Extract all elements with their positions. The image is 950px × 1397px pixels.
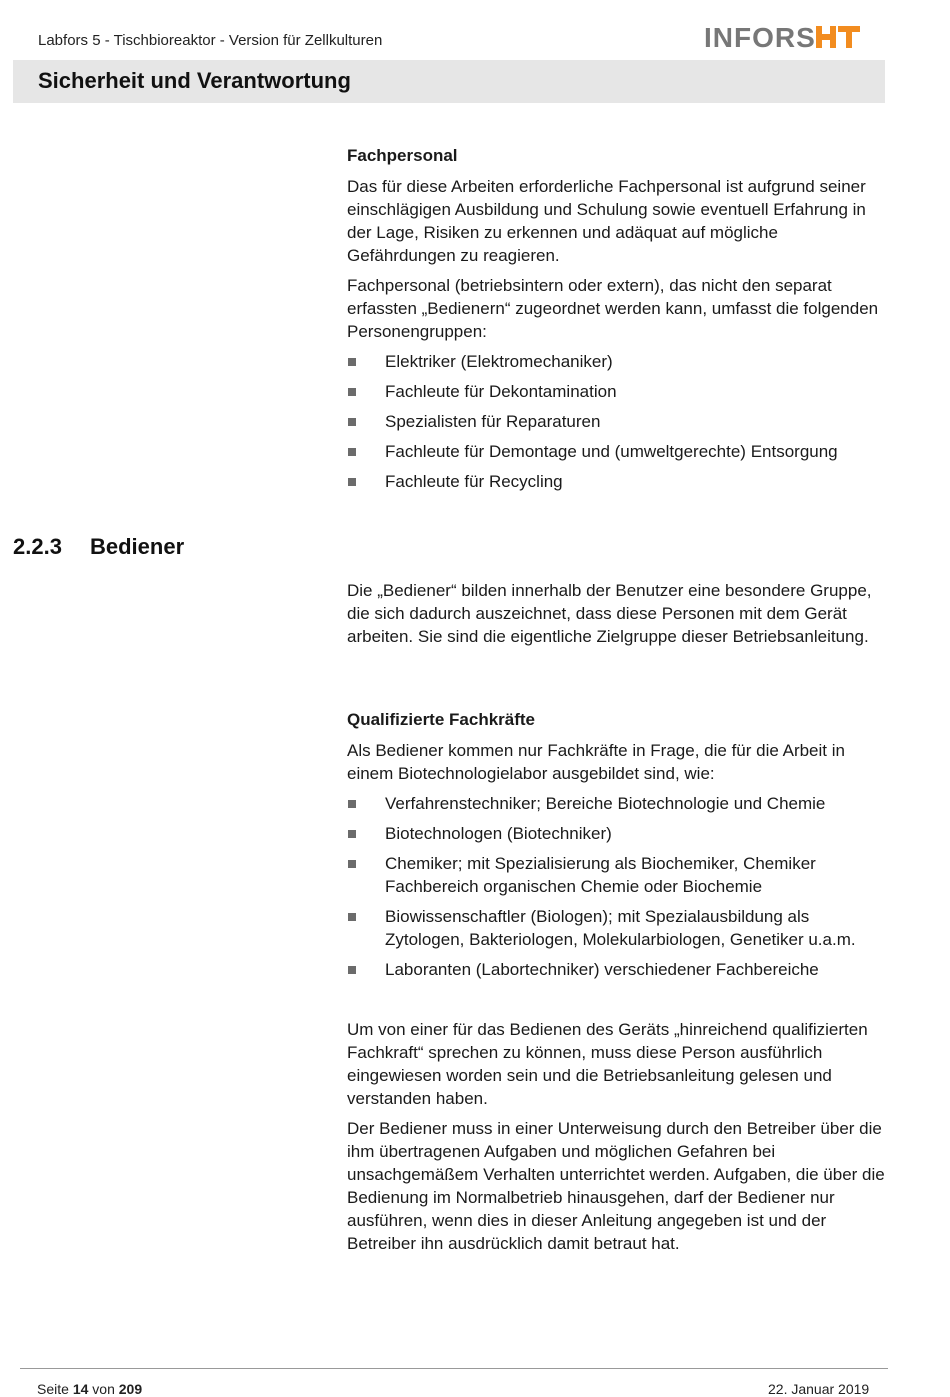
square-bullet-icon <box>348 860 356 868</box>
square-bullet-icon <box>348 358 356 366</box>
list-item: Chemiker; mit Spezialisierung als Biochemiker, Chemiker Fachbereich organischen Chemie oder Biochemie <box>347 852 887 898</box>
bediener-final-paragraph-1: Um von einer für das Bedienen des Geräts „hinreichend qualifizierten Fachkraft“ sprechen zu können, muss diese Person ausführlich eingewiesen worden sein und die Betriebsanleitung gelesen und verstanden haben. <box>347 1020 868 1108</box>
list-item: Fachleute für Demontage und (umweltgerechte) Entsorgung <box>347 440 887 463</box>
list-item: Fachleute für Dekontamination <box>347 380 887 403</box>
square-bullet-icon <box>348 478 356 486</box>
fachpersonal-paragraph-1: Das für diese Arbeiten erforderliche Fachpersonal ist aufgrund seiner einschlägigen Ausbildung und Schulung sowie eventuell Erfahrung in der Lage, Risiken zu erkennen und adäquat auf mögliche Gefährdungen zu reagieren. <box>347 177 866 265</box>
bediener-intro: Die „Bediener“ bilden innerhalb der Benutzer eine besondere Gruppe, die sich dadurch auszeichnet, dass diese Personen mit dem Gerät arbeiten. Sie sind die eigentliche Zielgruppe dieser Betriebsanleitung. <box>347 581 872 646</box>
svg-text:INFORS: INFORS <box>704 22 816 52</box>
subsection-heading <box>13 534 184 560</box>
square-bullet-icon <box>348 418 356 426</box>
square-bullet-icon <box>348 913 356 921</box>
list-item: Fachleute für Recycling <box>347 470 887 493</box>
subsection-number: 2.2.3 <box>13 534 62 559</box>
bediener-intro-block <box>347 579 887 655</box>
fachpersonal-heading: Fachpersonal <box>347 146 458 165</box>
fachpersonal-list <box>347 350 887 493</box>
list-item: Verfahrenstechniker; Bereiche Biotechnologie und Chemie <box>347 792 887 815</box>
square-bullet-icon <box>348 966 356 974</box>
footer-divider <box>20 1368 888 1369</box>
list-item: Biowissenschaftler (Biologen); mit Spezialausbildung als Zytologen, Bakteriologen, Molekularbiologen, Genetiker u.a.m. <box>347 905 887 951</box>
bediener-final-block <box>347 1018 887 1262</box>
infors-ht-logo <box>704 22 864 52</box>
qualified-list <box>347 792 887 981</box>
qualified-block <box>347 708 887 988</box>
square-bullet-icon <box>348 830 356 838</box>
square-bullet-icon <box>348 800 356 808</box>
qualified-heading: Qualifizierte Fachkräfte <box>347 710 536 729</box>
document-title: Labfors 5 - Tischbioreaktor - Version für Zellkulturen <box>38 32 383 49</box>
fachpersonal-paragraph-2: Fachpersonal (betriebsintern oder extern), das nicht den separat erfassten „Bedienern“ zugeordnet werden kann, umfasst die folgenden Personengruppen: <box>347 276 879 341</box>
list-item: Elektriker (Elektromechaniker) <box>347 350 887 373</box>
square-bullet-icon <box>348 388 356 396</box>
list-item: Laboranten (Labortechniker) verschiedener Fachbereiche <box>347 958 887 981</box>
footer-date: 22. Januar 2019 <box>768 1381 870 1397</box>
list-item: Biotechnologen (Biotechniker) <box>347 822 887 845</box>
square-bullet-icon <box>348 448 356 456</box>
bediener-final-paragraph-2: Der Bediener muss in einer Unterweisung durch den Betreiber über die ihm übertragenen Aufgaben und möglichen Gefahren bei unsachgemäßem Verhalten unterrichtet werden. Aufgaben, die über die Bedienung im Normalbetrieb hinausgehen, darf der Bediener nur ausführen, wenn dies in dieser Anleitung angegeben ist und der Betreiber ihn ausdrücklich damit betraut hat. <box>347 1119 885 1253</box>
subsection-title: Bediener <box>90 534 185 559</box>
page-number: Seite 14 von 209 <box>37 1381 143 1397</box>
section-title: Sicherheit und Verantwortung <box>38 68 351 93</box>
qualified-paragraph: Als Bediener kommen nur Fachkräfte in Frage, die für die Arbeit in einem Biotechnologielabor ausgebildet sind, wie: <box>347 741 845 783</box>
list-item: Spezialisten für Reparaturen <box>347 410 887 433</box>
fachpersonal-block <box>347 144 887 500</box>
section-header-bar <box>13 60 885 103</box>
